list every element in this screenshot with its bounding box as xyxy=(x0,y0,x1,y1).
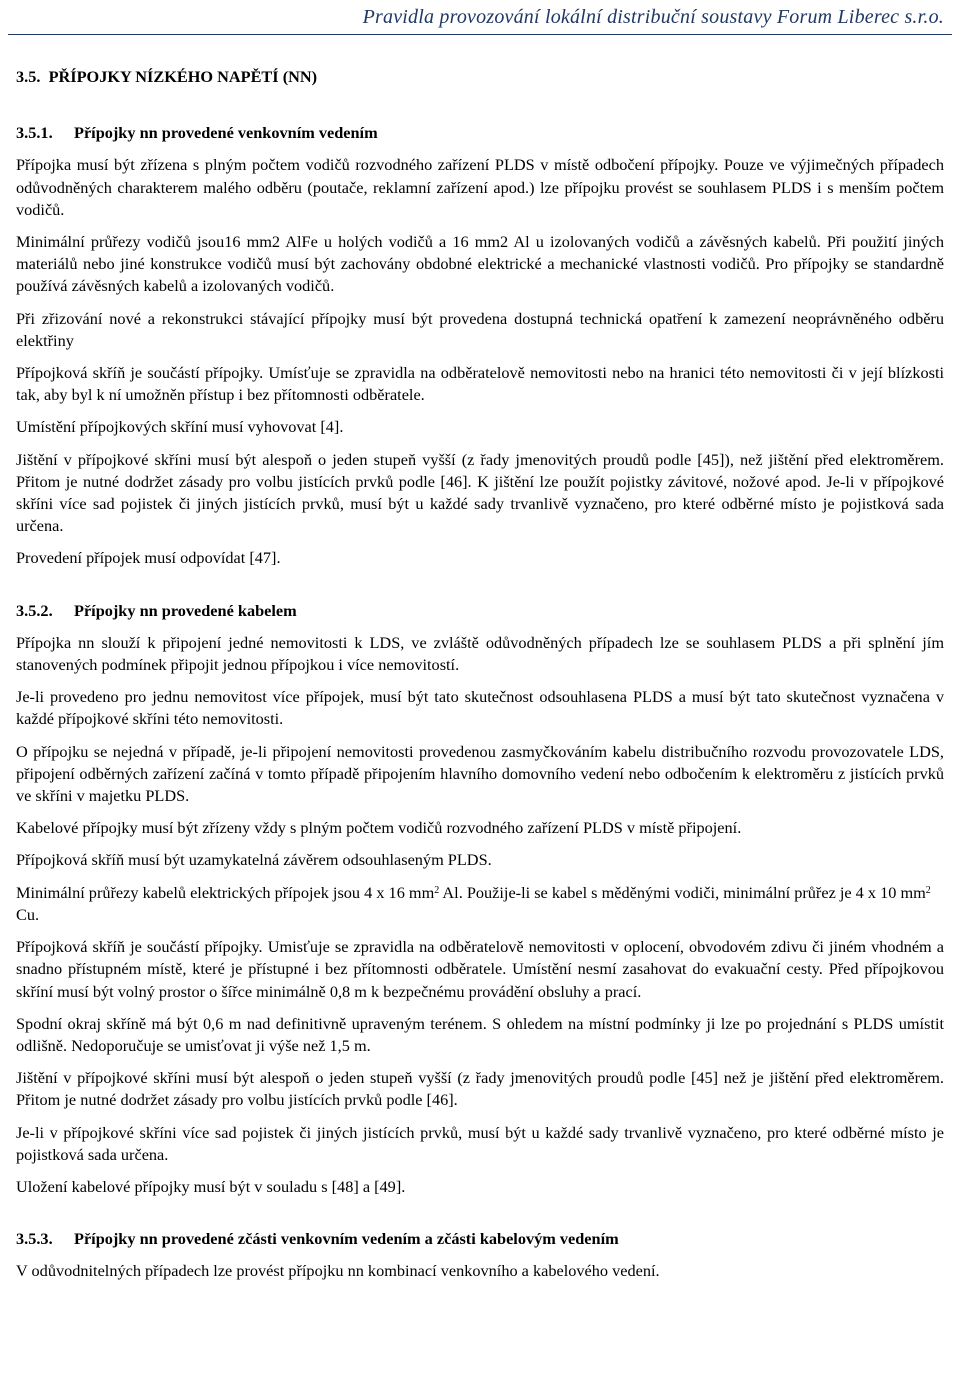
paragraph: Přípojková skříň je součástí přípojky. Umisťuje se zpravidla na odběratelově nemovitosti v oplocení, obvodovém zdivu či jiném vhodném a snadno přístupném místě, které je přístupné i bez přítomnosti odběratele. Umístění nesmí zasahovat do evakuační cesty. Před přípojkovou skříní musí být volný prostor o šířce minimálně 0,8 m k bezpečnému provádění obsluhy a prací. xyxy=(16,937,944,1001)
subsection-heading-3 xyxy=(16,1228,944,1250)
header-divider xyxy=(8,34,952,35)
paragraph: Jištění v přípojkové skříni musí být alespoň o jeden stupeň vyšší (z řady jmenovitých proudů podle [45]), než jištění před elektroměrem. Přitom je nutné dodržet zásady pro volbu jistících prvků podle [46]. K jištění lze použít pojistky závitové, nožové apod. Je-li v přípojkové skříni více sad pojistek či jiných jistících prvků, musí být u každé sady trvanlivě vyznačeno, pro které odběrné místo je pojistková sada určena. xyxy=(16,449,944,536)
subsection-heading-2 xyxy=(16,600,944,622)
paragraph: Je-li v přípojkové skříni více sad pojistek či jiných jistících prvků, musí být u každé sady trvanlivě vyznačeno, pro které odběrné místo je pojistková sada určena. xyxy=(16,1122,944,1164)
paragraph: Provedení přípojek musí odpovídat [47]. xyxy=(16,548,281,568)
page-header xyxy=(0,0,960,40)
paragraph: Při zřizování nové a rekonstrukci stávající přípojky musí být provedena dostupná technická opatření k zamezení neoprávněného odběru elektřiny xyxy=(16,308,944,350)
subsection-number: 3.5.2. xyxy=(16,600,53,620)
paragraph: Jištění v přípojkové skříni musí být alespoň o jeden stupeň vyšší (z řady jmenovitých proudů podle [45] než je jištění před elektroměrem. Přitom je nutné dodržet zásady pro volbu jistících prvků podle [46]. xyxy=(16,1068,944,1110)
paragraph: Přípojková skříň musí být uzamykatelná závěrem odsouhlaseným PLDS. xyxy=(16,850,492,870)
text-run: Cu. xyxy=(16,904,40,924)
paragraph: Spodní okraj skříně má být 0,6 m nad definitivně upraveným terénem. S ohledem na místní podmínky ji lze po projednání s PLDS umístit odlišně. Nedoporučuje se umisťovat ji výše než 1,5 m. xyxy=(16,1013,944,1055)
text-run: Minimální průřezy kabelů elektrických přípojek jsou 4 x 16 mm xyxy=(16,882,435,902)
paragraph: O přípojku se nejedná v případě, je-li připojení nemovitosti provedenou zasmyčkováním kabelu distribučního rozvodu provozovatele LDS, připojení odběrných zařízení začíná v tomto případě připojením hlavního domovního vedení nebo odbočením k elektroměru z jistících prvků ve skříni v majetku PLDS. xyxy=(16,741,944,806)
subsection-number: 3.5.3. xyxy=(16,1229,53,1249)
section-number: 3.5. xyxy=(16,67,41,86)
paragraph: Uložení kabelové přípojky musí být v souladu s [48] a [49]. xyxy=(16,1176,406,1196)
subsection-title: Přípojky nn provedené venkovním vedením xyxy=(74,123,378,143)
subsection-heading-1 xyxy=(16,122,944,144)
paragraph: Je-li provedeno pro jednu nemovitost více přípojek, musí být tato skutečnost odsouhlasena PLDS a musí být tato skutečnost vyznačena v každé přípojkové skříni této nemovitosti. xyxy=(16,687,944,729)
section-heading xyxy=(16,66,944,88)
subsection-title: Přípojky nn provedené zčásti venkovním vedením a zčásti kabelovým vedením xyxy=(74,1229,619,1249)
paragraph: Kabelové přípojky musí být zřízeny vždy s plným počtem vodičů rozvodného zařízení PLDS v místě připojení. xyxy=(16,818,742,838)
subsection-title: Přípojky nn provedené kabelem xyxy=(74,600,297,620)
paragraph: Přípojka nn slouží k připojení jedné nemovitosti k LDS, ve zvláště odůvodněných případech lze se souhlasem PLDS a při splnění jím stanovených podmínek připojit jednou přípojkou i více nemovitostí. xyxy=(16,632,944,675)
paragraph: V odůvodnitelných případech lze provést přípojku nn kombinací venkovního a kabelového vedení. xyxy=(16,1261,660,1281)
subsection-number: 3.5.1. xyxy=(16,123,53,143)
document-body xyxy=(16,60,944,1293)
paragraph: Přípojka musí být zřízena s plným počtem vodičů rozvodného zařízení PLDS v místě odbočení přípojky. Pouze ve výjimečných případech odůvodněných charakterem malého odběru (poutače, reklamní zařízení apod.) lze přípojku provést se souhlasem PLDS i s menším počtem vodičů. xyxy=(16,155,944,219)
superscript: 2 xyxy=(434,884,440,896)
paragraph: Přípojková skříň je součástí přípojky. Umísťuje se zpravidla na odběratelově nemovitosti nebo na hranici této nemovitosti či v její blízkosti tak, aby byl k ní umožněn přístup i bez přítomnosti odběratele. xyxy=(16,363,944,405)
paragraph-min-cross-section xyxy=(16,882,944,926)
paragraph: Umístění přípojkových skříní musí vyhovovat [4]. xyxy=(16,417,344,437)
header-title: Pravidla provozování lokální distribuční soustavy Forum Liberec s.r.o. xyxy=(362,6,944,28)
text-run: Al. Použije-li se kabel s měděnými vodiči, minimální průřez je 4 x 10 mm xyxy=(439,882,926,902)
paragraph: Minimální průřezy vodičů jsou16 mm2 AlFe u holých vodičů a 16 mm2 Al u izolovaných vodičů a závěsných kabelů. Při použití jiných materiálů nebo jiné konstrukce vodičů musí být zachovány obdobné elektrické a mechanické vlastnosti vodičů. Pro přípojky se standardně používá závěsných kabelů a izolovaných vodičů. xyxy=(16,232,944,296)
superscript: 2 xyxy=(925,884,931,896)
section-title: PŘÍPOJKY NÍZKÉHO NAPĚTÍ (NN) xyxy=(48,67,318,86)
